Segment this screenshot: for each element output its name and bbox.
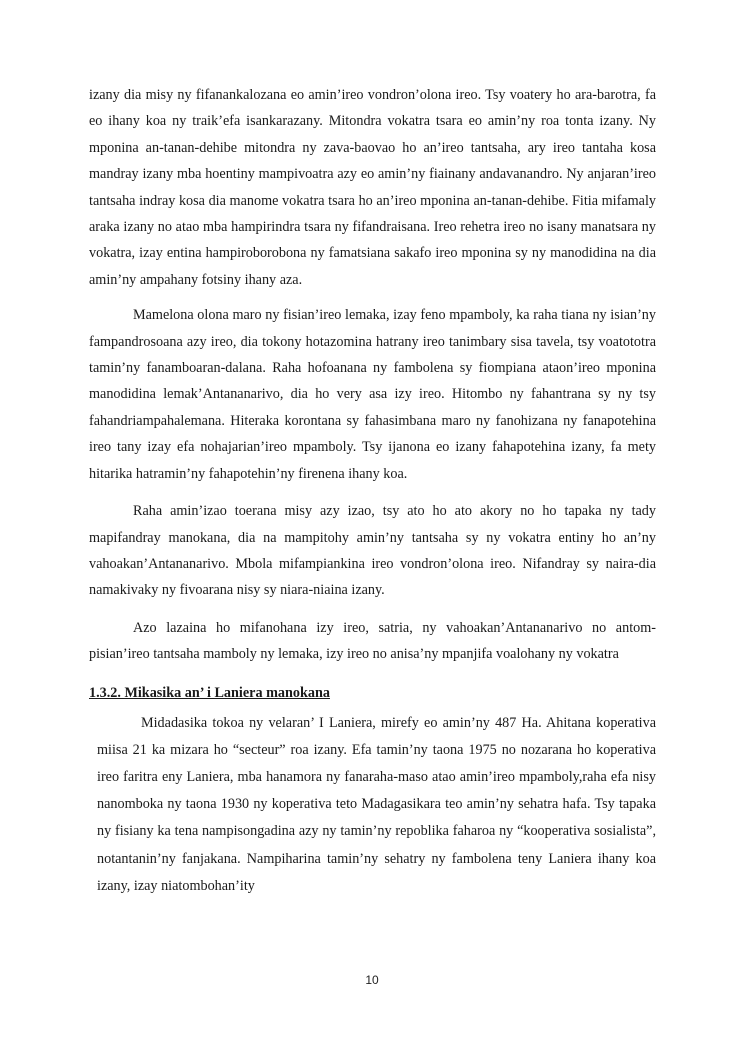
page-number: 10 [365, 973, 379, 987]
paragraph-continuation: izany dia misy ny fifanankalozana eo amin’ireo vondron’olona ireo. Tsy voatery ho ara-barotra, fa eo ihany koa ny traik’efa isankarazany. Mitondra vokatra tsara eo amin’ny roa tonta izany. Ny mponina an-tanan-dehibe mitondra ny zava-baovao ho an’ireo tantsaha, ary ireo tantaha kosa mandray izany mba hoentiny mampivoatra azy eo amin’ny fiainany andavanandro. Ny anjaran’ireo tantsaha indray kosa dia manome vokatra tsara ho an’ireo mponina an-tanan-dehibe. Fitia mifamaly araka izany no atao mba hampirindra tsara ny fifandraisana. Ireo rehetra ireo no isany manatsara ny vokatra, izay entina hampiroborobona ny famatsiana sakafo ireo mponina sy ny manodidina na dia amin’ny ampahany fotsiny ihany aza. [89, 87, 656, 288]
document-page [89, 82, 656, 900]
paragraph-laniera: Midadasika tokoa ny velaran’ I Laniera, mirefy eo amin’ny 487 Ha. Ahitana koperativa miisa 21 ka mizara ho “secteur” roa izany. Efa tamin’ny taona 1975 no nozarana ho koperativa ireo faritra eny Laniera, mba hanamora ny fanaraha-maso atao amin’ireo mpamboly,raha efa nisy nanomboka ny taona 1930 ny koperativa teto Madagasikara teo amin’ny sehatra hafa. Tsy tapaka ny fisiany ka tena nampisongadina azy ny tamin’ny repoblika faharoa ny “kooperativa sosialista”, notantanin’ny fanjakana. Nampiharina tamin’ny sehatry ny fambolena teny Laniera ihany koa izany, izay niatombohan’ity [97, 714, 656, 894]
paragraph-mifanohana: Azo lazaina ho mifanohana izy ireo, satria, ny vahoakan’Antananarivo no antom-pisian’ireo tantsaha mamboly ny lemaka, izy ireo no anisa’ny mpanjifa voalohany ny vokatra [89, 619, 656, 663]
section-heading: 1.3.2. Mikasika an’ i Laniera manokana [89, 684, 330, 701]
paragraph-lemaka: Mamelona olona maro ny fisian’ireo lemaka, izay feno mpamboly, ka raha tiana ny isian’ny fampandrosoana azy ireo, dia tokony hotazomina hatrany ireo tanimbary sisa tavela, tsy voatototra tamin’ny fanamboaran-dalana. Raha hofoanana ny fambolena sy fiompiana ataon’ireo mponina manodidina lemak’Antananarivo, dia ho very asa izy ireo. Hitombo ny fahantrana sy ny tsy fahandriampahalemana. Hiteraka korontana sy fahasimbana maro ny fanohizana ny fanapotehina ireo tany izay efa nohajarian’ireo mpamboly. Tsy ijanona eo izany fahapotehina izany, fa mety hitarika hatramin’ny fahapotehin’ny firenena ihany koa. [89, 307, 656, 482]
paragraph-toerana: Raha amin’izao toerana misy azy izao, tsy ato ho ato akory no ho tapaka ny tady mapifandray manokana, dia na mampitohy amin’ny tantsaha sy ny vokatra entiny ho an’ny vahoakan’Antananarivo. Mbola mifampiankina ireo vondron’olona ireo. Nifandray sy naira-dia namakivaky ny fivoarana nisy sy niara-niaina izany. [89, 503, 656, 599]
